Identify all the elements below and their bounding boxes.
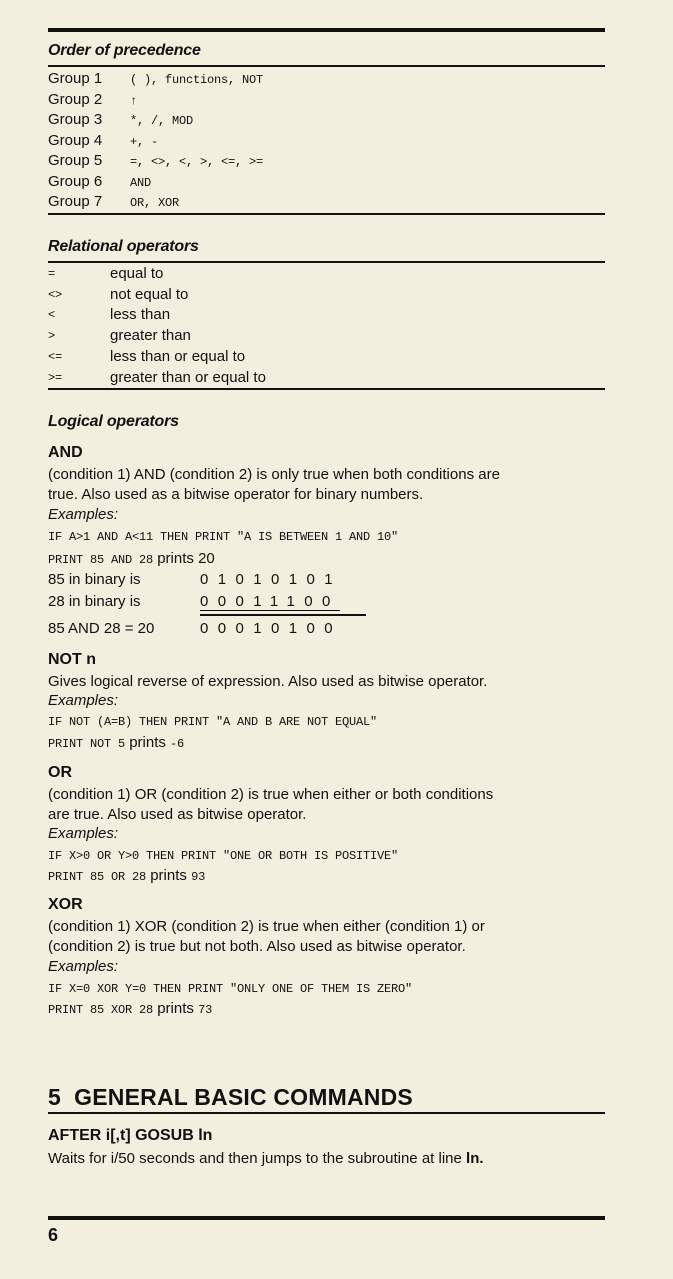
- not-example-1: IF NOT (A=B) THEN PRINT "A AND B ARE NOT EQUAL": [48, 715, 378, 729]
- not-title: NOT n: [48, 651, 96, 668]
- and-example-1: IF A>1 AND A<11 THEN PRINT "A IS BETWEEN 1 AND 10": [48, 530, 399, 544]
- not-example-2: [48, 733, 184, 754]
- precedence-row: [48, 192, 179, 213]
- and-example-2-result: 20: [198, 550, 215, 567]
- binary-row-85: [48, 571, 342, 588]
- not-desc-1: Gives logical reverse of expression. Also used as bitwise operator.: [48, 673, 488, 690]
- binary-label-28: 28 in binary is: [48, 593, 141, 610]
- and-title: AND: [48, 444, 83, 461]
- operator-symbol: <>: [48, 287, 63, 302]
- relational-rule: [48, 261, 605, 263]
- precedence-row: [48, 172, 151, 193]
- binary-digits-result: 00010100: [200, 620, 342, 637]
- xor-title: XOR: [48, 896, 83, 913]
- operator-meaning: greater than or equal to: [110, 368, 266, 386]
- or-desc-2: are true. Also used as bitwise operator.: [48, 806, 307, 823]
- and-example-2: [48, 549, 215, 570]
- group-label: Group 2: [48, 90, 103, 108]
- group-label: Group 5: [48, 152, 103, 169]
- group-label: Group 1: [48, 70, 103, 87]
- precedence-row: [48, 110, 193, 131]
- or-example-1: IF X>0 OR Y>0 THEN PRINT "ONE OR BOTH IS POSITIVE": [48, 849, 399, 863]
- group-label: Group 6: [48, 172, 103, 190]
- after-title: AFTER i[,t] GOSUB ln: [48, 1127, 213, 1144]
- relational-heading: Relational operators: [48, 238, 199, 255]
- precedence-row: [48, 131, 158, 152]
- section-rule: [48, 1112, 605, 1114]
- not-examples-label: Examples:: [48, 692, 119, 709]
- or-desc-1: (condition 1) OR (condition 2) is true when either or both conditions: [48, 786, 494, 803]
- or-example-2: [48, 866, 205, 887]
- precedence-bottom-rule: [48, 213, 605, 215]
- footer-rule: [48, 1216, 605, 1220]
- group-label: Group 4: [48, 131, 103, 149]
- precedence-row: [48, 69, 263, 90]
- group-label: Group 3: [48, 111, 103, 128]
- operator-symbol: >=: [48, 370, 63, 385]
- operator-symbol: =: [48, 267, 56, 281]
- binary-sum-rule: [200, 614, 366, 616]
- and-examples-label: Examples:: [48, 506, 119, 523]
- not-example-2-result: -6: [170, 737, 185, 751]
- operator-meaning: equal to: [110, 265, 164, 282]
- after-desc-text: Waits for i/50 seconds and then jumps to the subroutine at line: [48, 1150, 462, 1167]
- operator-meaning: not equal to: [110, 285, 189, 303]
- binary-label-85: 85 in binary is: [48, 571, 141, 588]
- logical-heading: Logical operators: [48, 413, 179, 430]
- section-title: 5 GENERAL BASIC COMMANDS: [48, 1084, 413, 1110]
- group-operators: +, -: [130, 134, 159, 149]
- group-operators: ( ), functions, NOT: [130, 73, 264, 87]
- or-examples-label: Examples:: [48, 825, 119, 842]
- page-number: 6: [48, 1225, 59, 1245]
- or-example-2-result: 93: [191, 870, 206, 884]
- group-operators: =, <>, <, >, <=, >=: [130, 155, 264, 169]
- group-label: Group 7: [48, 193, 103, 210]
- binary-digits-85: 01010101: [200, 571, 342, 588]
- precedence-row: [48, 90, 137, 111]
- xor-desc-2: (condition 2) is true but not both. Also used as bitwise operator.: [48, 938, 466, 955]
- group-operators: *, /, MOD: [130, 114, 194, 128]
- not-example-2-prints: prints: [129, 734, 166, 751]
- group-operators: ↑: [130, 93, 138, 108]
- or-title: OR: [48, 764, 72, 781]
- xor-example-2-result: 73: [198, 1003, 213, 1017]
- operator-symbol: <=: [48, 349, 63, 364]
- xor-example-2-prints: prints: [157, 1000, 194, 1017]
- xor-desc-1: (condition 1) XOR (condition 2) is true when either (condition 1) or: [48, 918, 485, 935]
- binary-row-28: [48, 593, 340, 611]
- operator-meaning: greater than: [110, 327, 191, 345]
- precedence-rule: [48, 65, 605, 67]
- after-desc-line: ln.: [466, 1150, 484, 1167]
- and-example-2-prints: prints: [157, 550, 194, 567]
- top-rule: [48, 28, 605, 32]
- xor-example-2-code: PRINT 85 XOR 28: [48, 1003, 154, 1017]
- and-desc-1: (condition 1) AND (condition 2) is only true when both conditions are: [48, 466, 500, 483]
- binary-label-result: 85 AND 28 = 20: [48, 620, 155, 637]
- precedence-row: [48, 151, 263, 172]
- operator-meaning: less than or equal to: [110, 347, 246, 365]
- and-example-2-code: PRINT 85 AND 28: [48, 553, 154, 567]
- or-example-2-code: PRINT 85 OR 28: [48, 870, 147, 884]
- xor-example-2: [48, 999, 212, 1020]
- and-desc-2: true. Also used as a bitwise operator for binary numbers.: [48, 486, 424, 503]
- xor-examples-label: Examples:: [48, 958, 119, 975]
- group-operators: OR, XOR: [130, 196, 180, 210]
- relational-bottom-rule: [48, 388, 605, 390]
- xor-example-1: IF X=0 XOR Y=0 THEN PRINT "ONLY ONE OF THEM IS ZERO": [48, 982, 413, 996]
- operator-meaning: less than: [110, 306, 171, 324]
- after-desc: [48, 1149, 484, 1169]
- binary-digits-28: 00011100: [200, 593, 340, 610]
- or-example-2-prints: prints: [150, 867, 187, 884]
- operator-symbol: >: [48, 329, 56, 344]
- operator-symbol: <: [48, 308, 56, 323]
- group-operators: AND: [130, 175, 152, 190]
- binary-row-result: [48, 620, 342, 637]
- manual-page: [48, 0, 605, 1279]
- not-example-2-code: PRINT NOT 5: [48, 737, 126, 751]
- precedence-heading: Order of precedence: [48, 42, 201, 59]
